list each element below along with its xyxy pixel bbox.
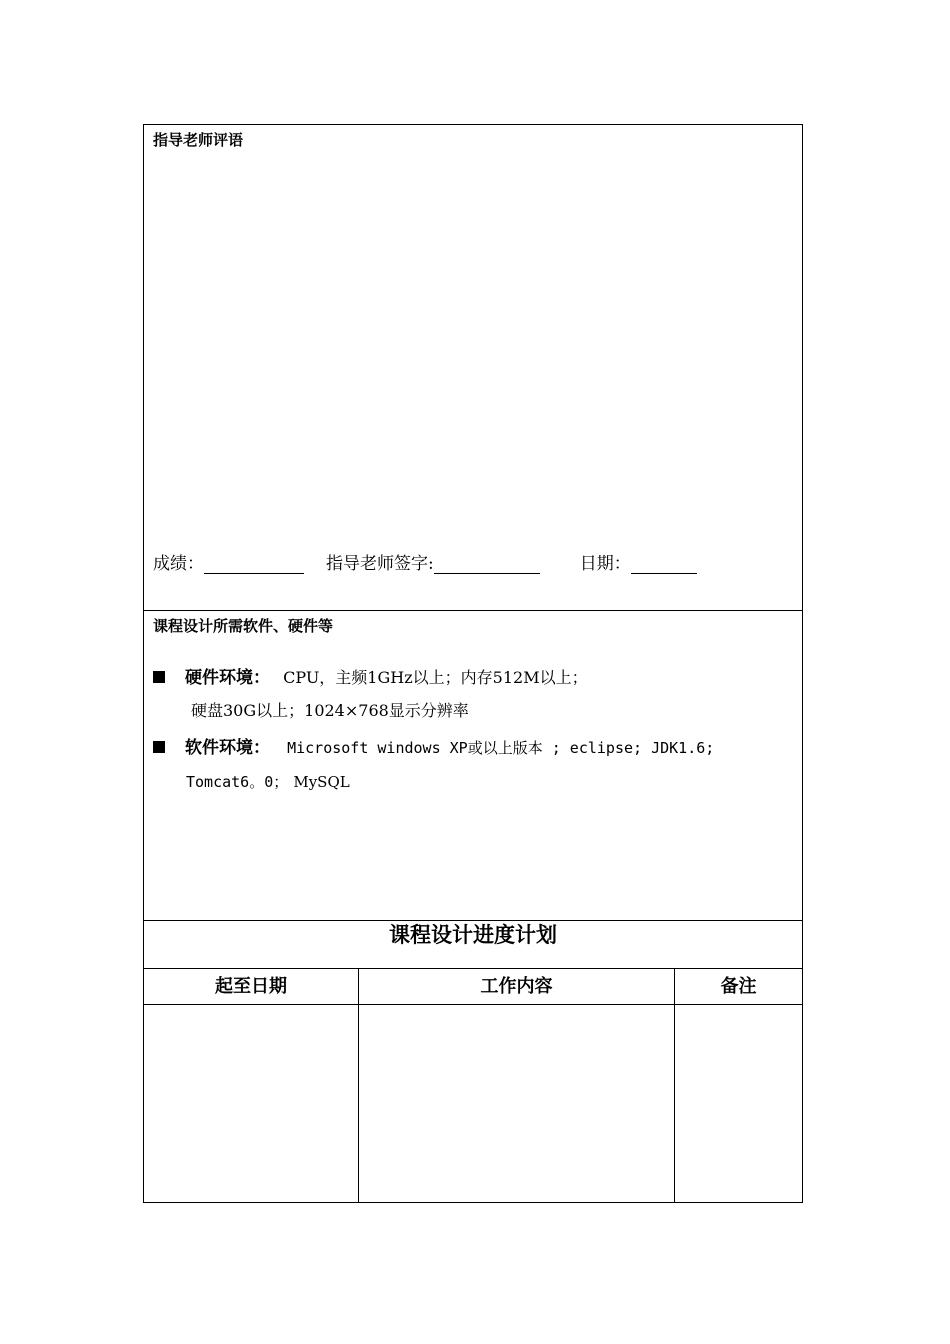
grade-label: 成绩： [153,554,204,574]
requirements-header: 课程设计所需软件、硬件等 [153,617,334,635]
software-item [153,733,714,758]
date-label: 日期： [579,554,631,574]
date-blank [631,555,697,574]
grade-blank [204,555,304,574]
notes-cell [675,1005,802,1202]
advisor-comment-header: 指导老师评语 [153,131,244,149]
hardware-line1: CPU，主频1GHz以上；内存512M以上； [283,668,588,687]
column-header-notes: 备注 [675,969,802,1005]
plan-title: 课程设计进度计划 [389,923,557,947]
document-form [143,124,803,1203]
table-row [144,1005,802,1202]
plan-table-header [144,969,802,1005]
advisor-comment-section [144,125,802,611]
hardware-label: 硬件环境： [185,668,270,688]
software-label: 软件环境： [185,738,270,758]
square-bullet-icon [153,671,165,683]
column-header-content: 工作内容 [359,969,675,1005]
plan-title-row [144,921,802,969]
dates-cell [144,1005,359,1202]
hardware-item [153,663,588,688]
requirements-section [144,611,802,921]
software-line2 [186,771,350,792]
signature-label: 指导老师签字: [326,554,434,574]
square-bullet-icon [153,741,165,753]
grade-signature-row [153,549,697,574]
column-header-dates: 起至日期 [144,969,359,1005]
software-line2-a: Tomcat6。0； [186,773,289,791]
content-cell [359,1005,675,1202]
signature-blank [434,555,540,574]
software-line1: Microsoft windows XP或以上版本 ; eclipse; JDK1.6; [287,739,715,757]
software-line2-b: MySQL [293,773,350,791]
hardware-line2: 硬盘30G以上；1024×768显示分辨率 [191,701,469,720]
